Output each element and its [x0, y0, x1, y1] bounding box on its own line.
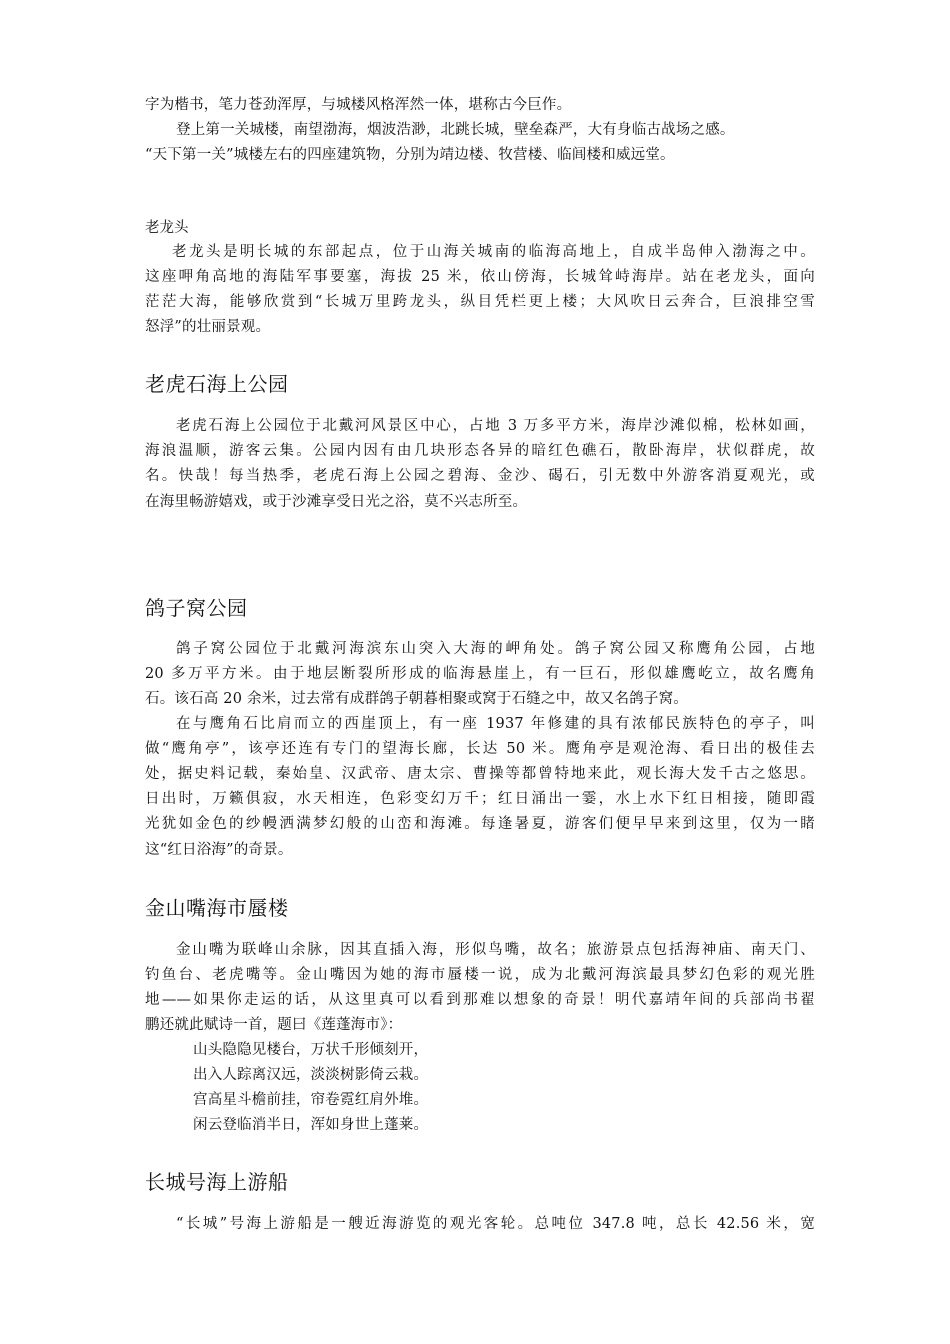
jinshanzui-line-1: 金山嘴为联峰山余脉，因其直插入海，形似鸟嘴，故名；旅游景点包括海神庙、南天门、: [176, 942, 815, 958]
gezuwo-line-5: 做“鹰角亭”，该亭还连有专门的望海长廊，长达 50 米。鹰角亭是观沧海、看日出的极佳去: [145, 741, 815, 757]
section-heading-changcheng-ship: 长城号海上游船: [145, 1170, 289, 1194]
gezuwo-line-8: 光犹如金色的纱幔洒满梦幻般的山峦和海滩。每逢暑夏，游客们便早早来到这里，仅为一睹: [145, 816, 815, 832]
jinshanzui-line-2: 钓鱼台、老虎嘴等。金山嘴因为她的海市蜃楼一说，成为北戴河海滨最具梦幻色彩的观光胜: [145, 967, 815, 983]
changcheng-ship-line-1: “长城”号海上游船是一艘近海游览的观光客轮。总吨位 347.8 吨，总长 42.56 米，宽: [176, 1216, 815, 1232]
gezuwo-line-9: 这“红日浴海”的奇景。: [145, 842, 293, 858]
laohushi-line-1: 老虎石海上公园位于北戴河风景区中心，占地 3 万多平方米，海岸沙滩似棉，松林如画，: [176, 418, 815, 434]
section-heading-laohushi: 老虎石海上公园: [145, 372, 289, 396]
intro-line-3: “天下第一关”城楼左右的四座建筑物，分别为靖边楼、牧营楼、临闾楼和威远堂。: [145, 147, 675, 163]
gezuwo-line-4: 在与鹰角石比肩而立的西崖顶上，有一座 1937 年修建的具有浓郁民族特色的亭子，叫: [176, 716, 815, 732]
intro-line-2: 登上第一关城楼，南望渤海，烟波浩渺，北跳长城，壁垒森严，大有身临古战场之感。: [176, 122, 735, 138]
jinshanzui-line-4: 鹏还就此赋诗一首，题曰《莲蓬海市》：: [145, 1017, 403, 1033]
laolongtou-line-2: 这座呷角高地的海陆军事要塞，海拔 25 米，依山傍海，长城耸峙海岸。站在老龙头，面向: [145, 269, 815, 285]
laolongtou-line-4: 怒浮”的壮丽景观。: [145, 319, 271, 335]
gezuwo-line-6: 处，据史料记载，秦始皇、汉武帝、唐太宗、曹操等都曾特地来此，观长海大发千古之悠思。: [145, 766, 815, 782]
laolongtou-line-1: 老龙头是明长城的东部起点，位于山海关城南的临海高地上，自成半岛伸入渤海之中。: [172, 244, 815, 260]
jinshanzui-line-3: 地——如果你走运的话，从这里真可以看到那难以想象的奇景！明代嘉靖年间的兵部尚书翟: [145, 992, 815, 1008]
gezuwo-line-3: 石。该石高 20 余米，过去常有成群鸽子朝暮相聚或窝于石缝之中，故又名鸽子窝。: [145, 691, 688, 707]
section-heading-gezuwo: 鸽子窝公园: [145, 596, 248, 620]
gezuwo-line-1: 鸽子窝公园位于北戴河海滨东山突入大海的岬角处。鸽子窝公园又称鹰角公园，占地: [176, 641, 815, 657]
laolongtou-line-3: 茫茫大海，能够欣赏到“长城万里跨龙头，纵目凭栏更上楼；大风吹日云奔合，巨浪排空雪: [145, 294, 815, 310]
section-heading-jinshanzui: 金山嘴海市蜃楼: [145, 896, 289, 920]
poem-line-1: 山头隐隐见楼台，万状千形倾刻开，: [193, 1042, 429, 1058]
gezuwo-line-2: 20 多万平方米。由于地层断裂所形成的临海悬崖上，有一巨石，形似雄鹰屹立，故名鹰角: [145, 666, 815, 682]
poem-line-3: 宫高星斗檐前挂，帘卷霓红肩外堆。: [193, 1092, 429, 1108]
laohushi-line-4: 在海里畅游嬉戏，或于沙滩享受日光之浴，莫不兴志所至。: [145, 494, 528, 510]
intro-line-1: 字为楷书，笔力苍劲浑厚，与城楼风格浑然一体，堪称古今巨作。: [145, 97, 572, 113]
poem-line-4: 闲云登临消半日，浑如身世上蓬莱。: [193, 1117, 429, 1133]
laohushi-line-3: 名。快哉！每当热季，老虎石海上公园之碧海、金沙、碣石，引无数中外游客消夏观光，或: [145, 468, 815, 484]
poem-line-2: 出入人踪离汉远，淡淡树影倚云栽。: [193, 1067, 429, 1083]
gezuwo-line-7: 日出时，万籁俱寂，水天相连，色彩变幻万千；红日涌出一霎，水上水下红日相接，随即霞: [145, 791, 815, 807]
section-title-laolongtou: 老龙头: [145, 220, 189, 236]
laohushi-line-2: 海浪温顺，游客云集。公园内因有由几块形态各异的暗红色礁石，散卧海岸，状似群虎，故: [145, 443, 815, 459]
